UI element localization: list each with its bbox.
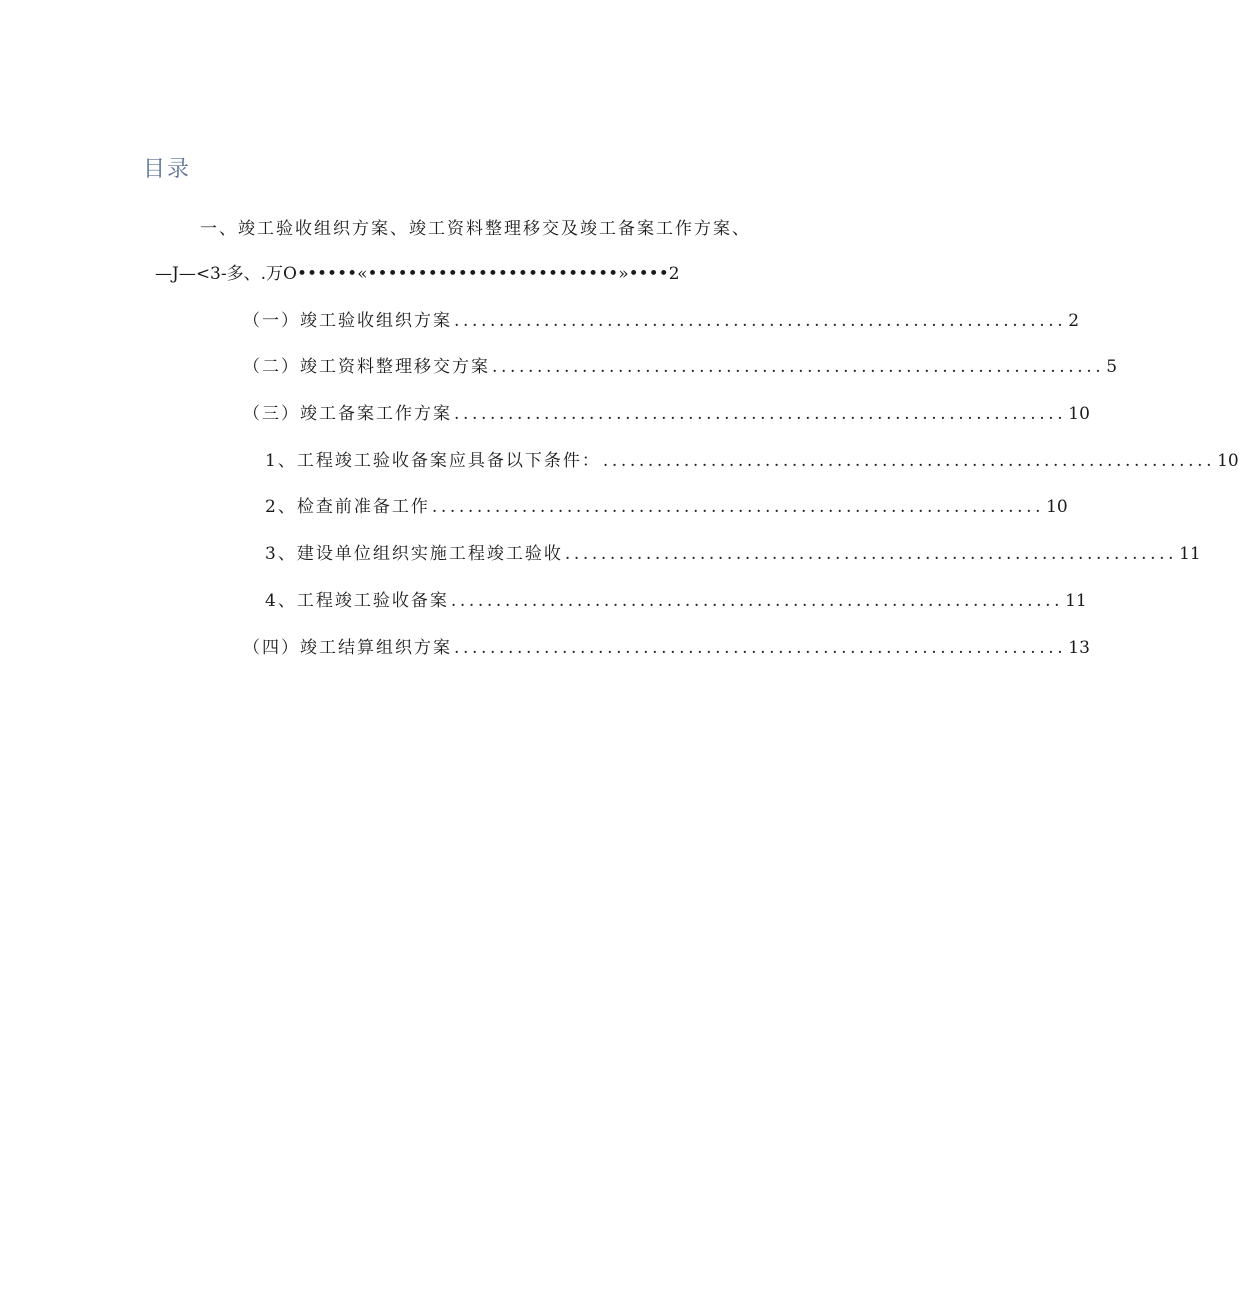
toc-heading-line1[interactable]: 一、竣工验收组织方案、竣工资料整理移交及竣工备案工作方案、: [200, 219, 751, 239]
toc-entry-label: 1、工程竣工验收备案应具备以下条件：: [265, 451, 601, 471]
dot-leader: ....................................................................: [454, 404, 1067, 424]
toc-entry[interactable]: [265, 586, 1087, 611]
toc-entry-page: 10: [1068, 404, 1090, 424]
toc-heading-line2[interactable]: —J—<3-多、.万O••••••«•••••••••••••••••••••••••»••••2: [155, 264, 680, 284]
dot-leader: ....................................................................: [450, 591, 1064, 611]
toc-entry[interactable]: [265, 539, 1201, 564]
toc-entry-page: 2: [1068, 311, 1080, 331]
toc-entry-label: （四）竣工结算组织方案: [243, 638, 452, 658]
toc-entry-label: 3、建设单位组织实施工程竣工验收: [265, 544, 563, 564]
dot-leader: ....................................................................: [492, 357, 1105, 377]
dot-leader: ....................................................................: [454, 638, 1067, 658]
toc-entry-page: 11: [1179, 544, 1201, 564]
toc-entry[interactable]: [243, 352, 1118, 377]
toc-entry-label: 2、检查前准备工作: [265, 497, 430, 517]
toc-title: 目录: [143, 157, 192, 182]
toc-entry-label: （一）竣工验收组织方案: [243, 311, 452, 331]
toc-entry-page: 11: [1065, 591, 1087, 611]
toc-entry-page: 10: [1046, 497, 1068, 517]
toc-entry[interactable]: [243, 633, 1090, 658]
dot-leader: ....................................................................: [564, 544, 1178, 564]
toc-entry-page: 10: [1217, 451, 1239, 471]
dot-leader: ....................................................................: [454, 311, 1067, 331]
toc-entry-label: （二）竣工资料整理移交方案: [243, 357, 490, 377]
toc-entry-page: 13: [1068, 638, 1090, 658]
toc-entry[interactable]: [265, 446, 1239, 471]
toc-entry[interactable]: [243, 306, 1080, 331]
toc-entry-page: 5: [1106, 357, 1118, 377]
toc-entry[interactable]: [265, 492, 1068, 517]
dot-leader: ....................................................................: [602, 451, 1216, 471]
dot-leader: ....................................................................: [431, 497, 1045, 517]
toc-entry-label: （三）竣工备案工作方案: [243, 404, 452, 424]
toc-entry[interactable]: [243, 399, 1090, 424]
toc-entry-label: 4、工程竣工验收备案: [265, 591, 449, 611]
